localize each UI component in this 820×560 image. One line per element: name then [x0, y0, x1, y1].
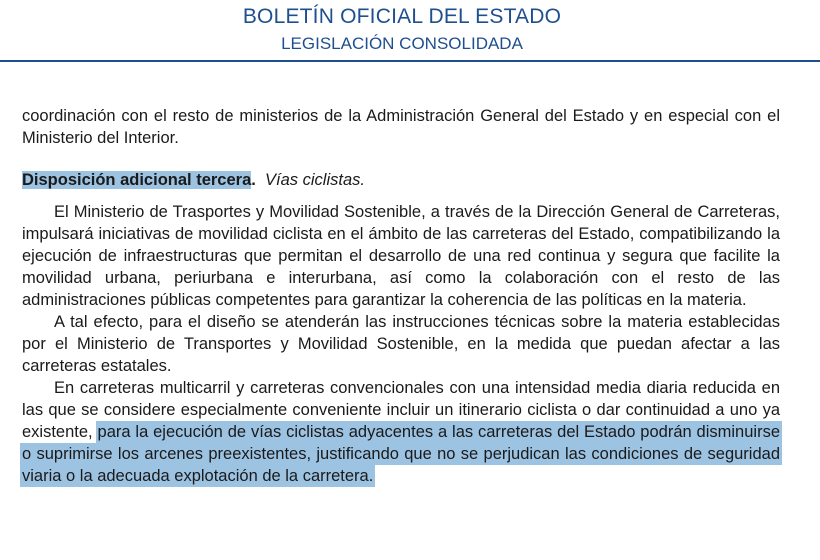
document-header	[0, 0, 820, 62]
paragraph-1[interactable]: El Ministerio de Trasportes y Movilidad Sostenible, a través de la Dirección General de Carreteras, impulsará iniciativas de movilidad ciclista en el ámbito de las carreteras del Estado, compatibilizando la ejecución de infraestructuras que permitan el desarrollo de una red continua y segura que facilite la movilidad urbana, periurbana e interurbana, así como la colaboración con el resto de las administraciones públicas competentes para garantizar la coherencia de las políticas en la materia.	[22, 203, 780, 309]
header-divider	[0, 60, 820, 62]
section-heading-label[interactable]: Disposición adicional tercera	[22, 171, 252, 189]
highlighted-selection[interactable]: para la ejecución de vías ciclistas adyacentes a las carreteras del Estado podrán disminuirse o suprimirse los arcenes preexistentes, justificando que no se perjudican las condiciones de seguridad viaria o la adecuada explotación de la carretera.	[22, 423, 780, 485]
header-title: BOLETÍN OFICIAL DEL ESTADO	[242, 5, 562, 28]
section-heading[interactable]	[22, 169, 780, 191]
section-title[interactable]: Vías ciclistas.	[265, 171, 365, 189]
paragraph-3-text[interactable]: En carreteras multicarril y carreteras convencionales con una intensidad media diaria reducida en las que se considere especialmente conveniente incluir un itinerario ciclista o dar continuidad a uno ya existente,	[22, 379, 780, 441]
header-subtitle: LEGISLACIÓN CONSOLIDADA	[281, 34, 523, 53]
paragraph-2[interactable]: A tal efecto, para el diseño se atenderán las instrucciones técnicas sobre la materia establecidas por el Ministerio de Transportes y Movilidad Sostenible, en la medida que puedan afectar a las carreteras estatales.	[22, 313, 780, 375]
document-body	[22, 105, 780, 487]
paragraph-3[interactable]	[22, 377, 780, 487]
section-heading-period: .	[251, 171, 256, 189]
intro-paragraph[interactable]: coordinación con el resto de ministerios de la Administración General del Estado y en especial con el Ministerio del Interior.	[22, 107, 780, 147]
